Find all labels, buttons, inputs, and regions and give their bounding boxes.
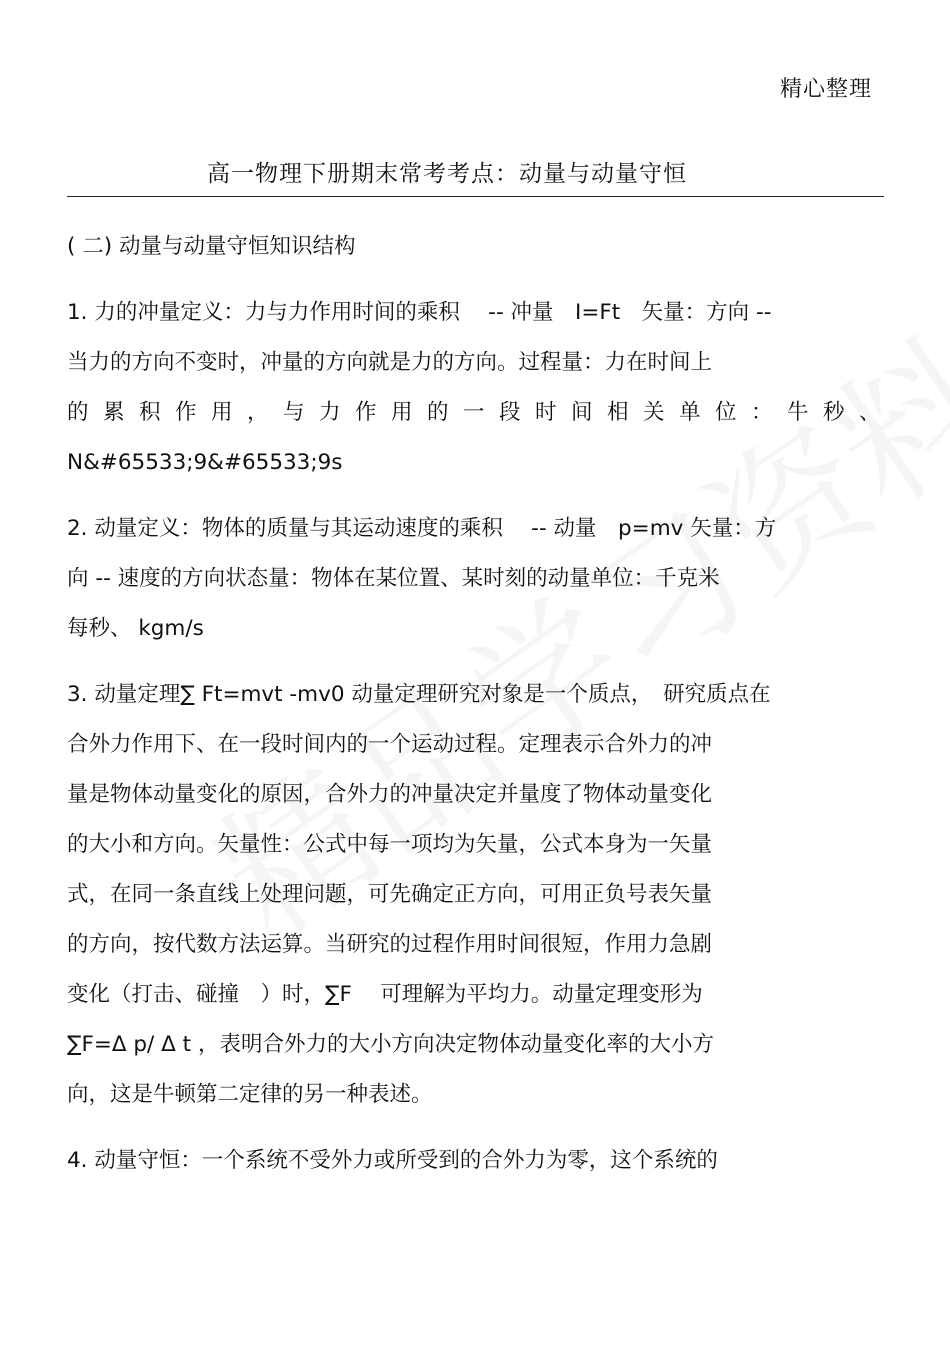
paragraph-impulse <box>67 288 896 488</box>
paragraph-momentum-theorem <box>67 670 879 1120</box>
text-line: 合外力作用下、在一段时间内的一个运动过程。定理表示合外力的冲 <box>67 732 713 757</box>
text-line: 1. 力的冲量定义：力与力作用时间的乘积 -- 冲量 I=Ft 矢量：方向 -- <box>67 300 772 325</box>
text-line: 4. 动量守恒：一个系统不受外力或所受到的合外力为零，这个系统的 <box>67 1148 718 1173</box>
paragraph-momentum <box>67 504 879 654</box>
text-line: 3. 动量定理∑ Ft=mvt -mv0 动量定理研究对象是一个质点， 研究质点在 <box>67 682 771 707</box>
title-divider <box>67 196 884 197</box>
text-line: ∑F=Δ p/ Δ t ，表明合外力的大小方向决定物体动量变化率的大小方 <box>67 1032 714 1057</box>
text-line: 向 -- 速度的方向状态量：物体在某位置、某时刻的动量单位：千克米 <box>67 566 720 591</box>
text-line: 式，在同一条直线上处理问题，可先确定正方向，可用正负号表矢量 <box>67 882 713 907</box>
text-line: 的方向，按代数方法运算。当研究的过程作用时间很短，作用力急剧 <box>67 932 713 957</box>
text-line: 变化（打击、碰撞 ）时，∑F 可理解为平均力。动量定理变形为 <box>67 982 703 1007</box>
page-title: 高一物理下册期末常考考点：动量与动量守恒 <box>207 161 687 187</box>
text-line: 向，这是牛顿第二定律的另一种表述。 <box>67 1082 433 1107</box>
document-body <box>67 222 896 1202</box>
text-line: 每秒、 kgm/s <box>67 616 204 641</box>
section-heading: ( 二) 动量与动量守恒知识结构 <box>67 234 356 259</box>
text-line: 量是物体动量变化的原因，合外力的冲量决定并量度了物体动量变化 <box>67 782 713 807</box>
header-label: 精心整理 <box>779 77 872 102</box>
text-line: 当力的方向不变时，冲量的方向就是力的方向。过程量：力在时间上 <box>67 350 713 375</box>
paragraph-conservation <box>67 1136 879 1186</box>
text-line: 的累积作用，与力作用的一段时间相关单位：牛秒、 <box>67 400 896 425</box>
text-line: N&#65533;9&#65533;9s <box>67 450 343 475</box>
text-line: 的大小和方向。矢量性：公式中每一项均为矢量，公式本身为一矢量 <box>67 832 713 857</box>
text-line: 2. 动量定义：物体的质量与其运动速度的乘积 -- 动量 p=mv 矢量：方 <box>67 516 777 541</box>
